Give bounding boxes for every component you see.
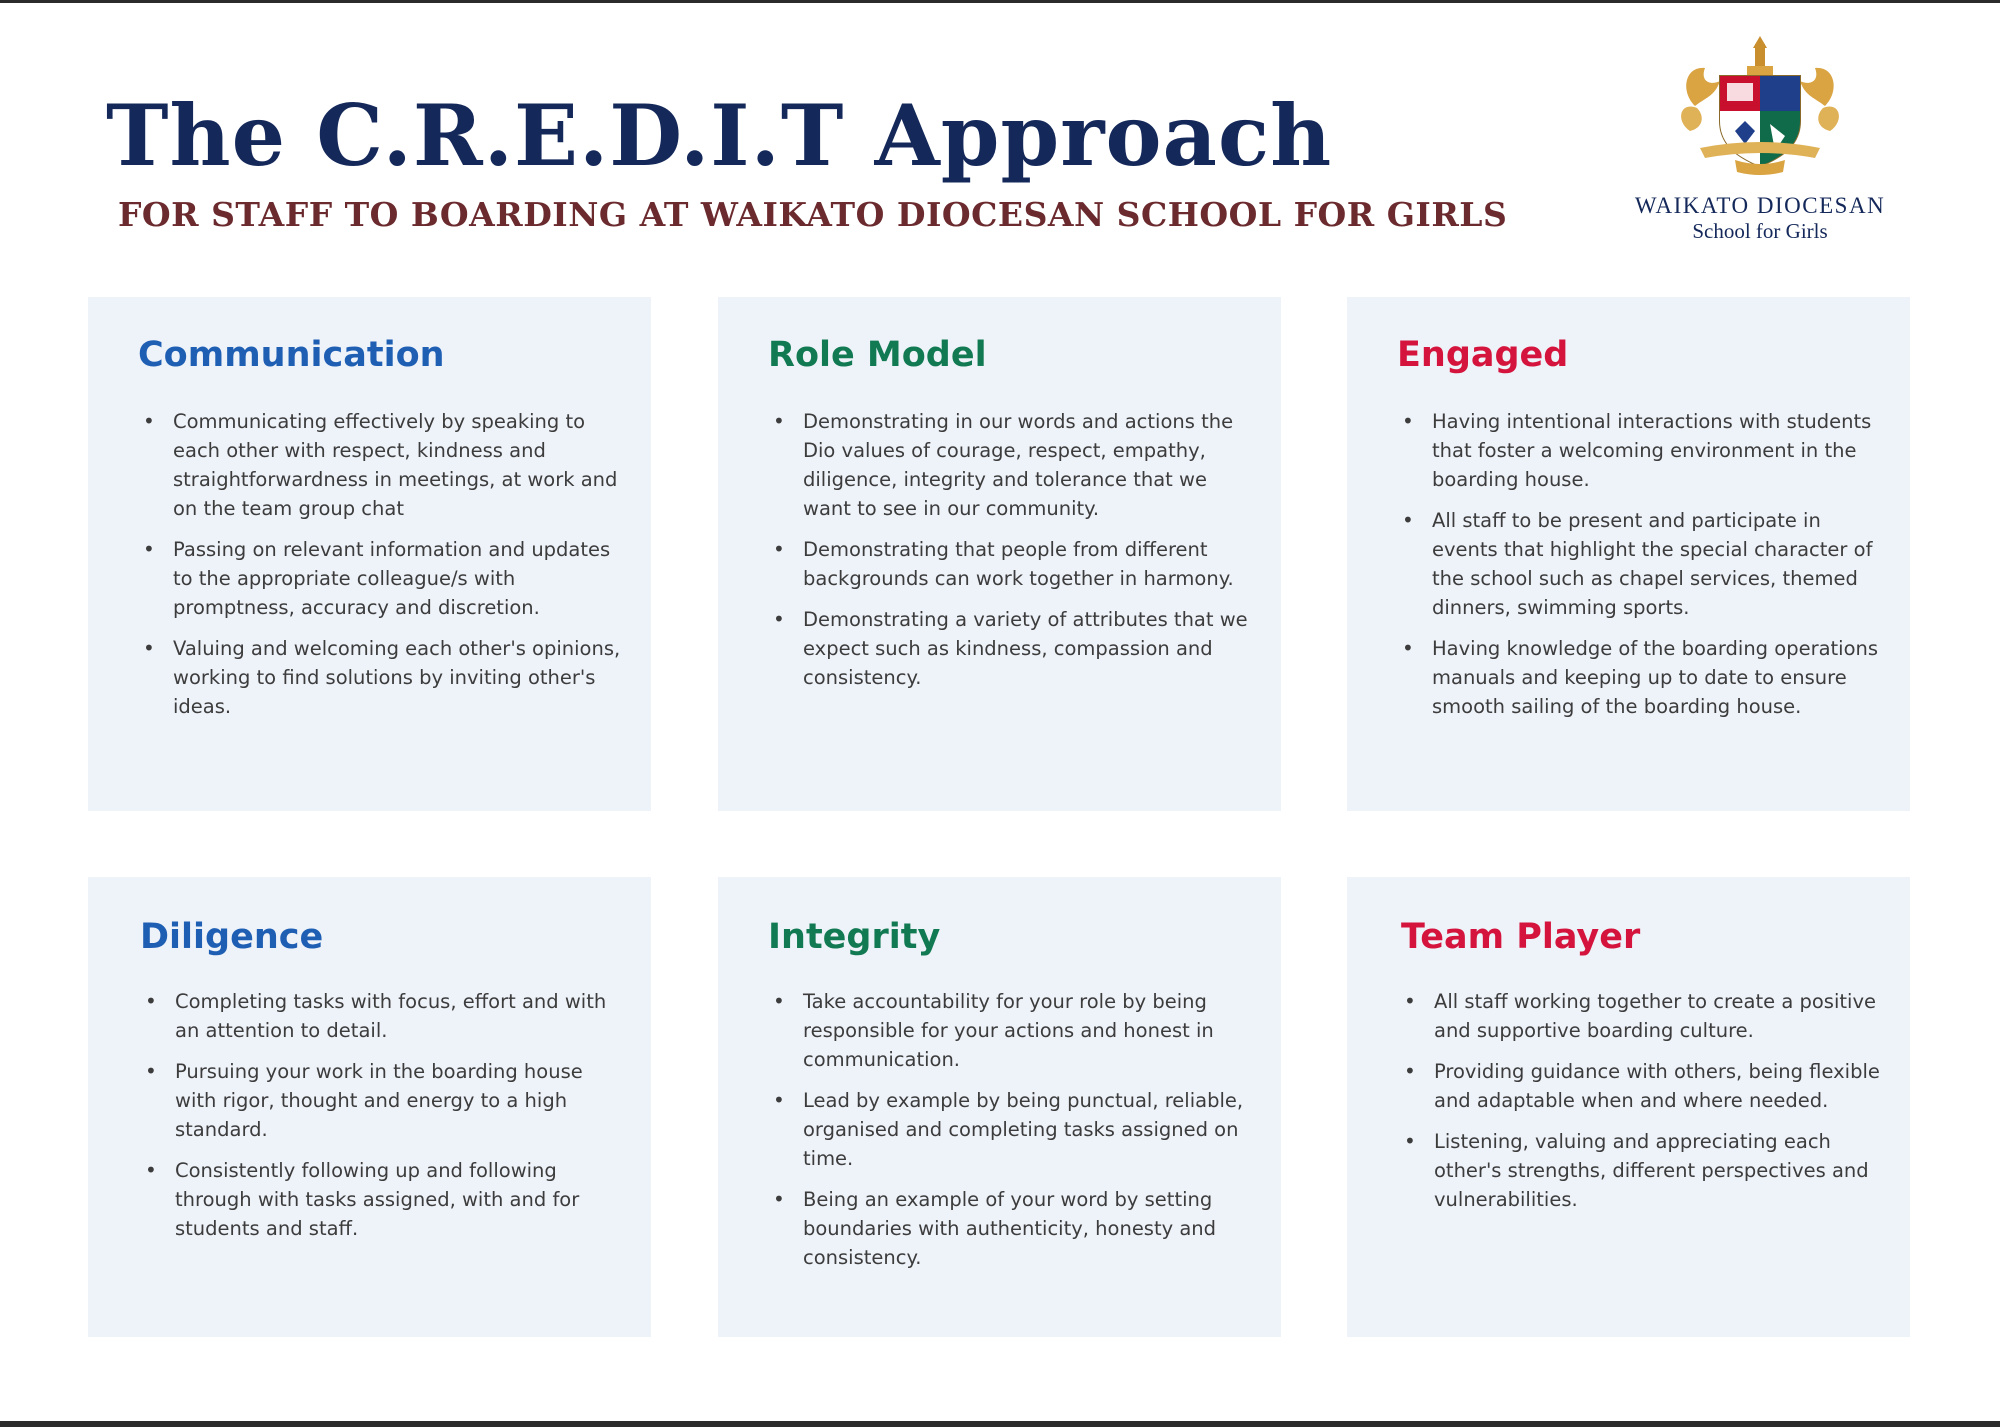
- card-bullet-list: [138, 407, 621, 733]
- card-bullet-list: [1399, 987, 1880, 1226]
- logo-school-name: WAIKATO DIOCESAN: [1634, 193, 1886, 218]
- card-heading: Team Player: [1401, 917, 1641, 957]
- top-border: [0, 0, 2000, 3]
- card-heading: Role Model: [768, 335, 987, 375]
- card-communication: [88, 297, 651, 811]
- list-item: • Completing tasks with focus, effort and with an attention to detail.: [140, 987, 621, 1045]
- school-crest-icon: [1675, 36, 1845, 176]
- card-heading: Integrity: [768, 917, 941, 957]
- card-role-model: [718, 297, 1281, 811]
- list-item: • Pursuing your work in the boarding house with rigor, thought and energy to a high standard.: [140, 1057, 621, 1144]
- bottom-border: [0, 1421, 2000, 1427]
- card-team-player: [1347, 877, 1910, 1337]
- list-item: • Having knowledge of the boarding operations manuals and keeping up to date to ensure smooth sailing of the boarding house.: [1397, 634, 1880, 721]
- card-bullet-list: [768, 407, 1251, 704]
- list-item: • Consistently following up and following through with tasks assigned, with and for students and staff.: [140, 1156, 621, 1243]
- card-bullet-list: [768, 987, 1251, 1284]
- page-title: The C.R.E.D.I.T Approach: [106, 86, 1333, 185]
- list-item: • Listening, valuing and appreciating each other's strengths, different perspectives and vulnerabilities.: [1399, 1127, 1880, 1214]
- list-item: • Demonstrating that people from different backgrounds can work together in harmony.: [768, 535, 1251, 593]
- card-bullet-list: [140, 987, 621, 1255]
- school-logo: [1620, 36, 1900, 246]
- card-heading: Diligence: [140, 917, 324, 957]
- list-item: • Communicating effectively by speaking to each other with respect, kindness and straightforwardness in meetings, at work and on the team group chat: [138, 407, 621, 523]
- list-item: • Lead by example by being punctual, reliable, organised and completing tasks assigned on time.: [768, 1086, 1251, 1173]
- list-item: • Providing guidance with others, being flexible and adaptable when and where needed.: [1399, 1057, 1880, 1115]
- list-item: • All staff to be present and participate in events that highlight the special character of the school such as chapel services, themed dinners, swimming sports.: [1397, 506, 1880, 622]
- logo-school-subname: School for Girls: [1692, 219, 1828, 243]
- card-heading: Engaged: [1397, 335, 1569, 375]
- card-diligence: [88, 877, 651, 1337]
- card-heading: Communication: [138, 335, 445, 375]
- card-engaged: [1347, 297, 1910, 811]
- card-bullet-list: [1397, 407, 1880, 733]
- list-item: • Take accountability for your role by being responsible for your actions and honest in communication.: [768, 987, 1251, 1074]
- list-item: • Demonstrating in our words and actions the Dio values of courage, respect, empathy, diligence, integrity and tolerance that we want to see in our community.: [768, 407, 1251, 523]
- list-item: • Valuing and welcoming each other's opinions, working to find solutions by inviting other's ideas.: [138, 634, 621, 721]
- list-item: • Having intentional interactions with students that foster a welcoming environment in the boarding house.: [1397, 407, 1880, 494]
- list-item: • Demonstrating a variety of attributes that we expect such as kindness, compassion and consistency.: [768, 605, 1251, 692]
- list-item: • Being an example of your word by setting boundaries with authenticity, honesty and consistency.: [768, 1185, 1251, 1272]
- list-item: • Passing on relevant information and updates to the appropriate colleague/s with promptness, accuracy and discretion.: [138, 535, 621, 622]
- page-subtitle: FOR STAFF TO BOARDING AT WAIKATO DIOCESAN SCHOOL FOR GIRLS: [118, 195, 1508, 234]
- card-integrity: [718, 877, 1281, 1337]
- list-item: • All staff working together to create a positive and supportive boarding culture.: [1399, 987, 1880, 1045]
